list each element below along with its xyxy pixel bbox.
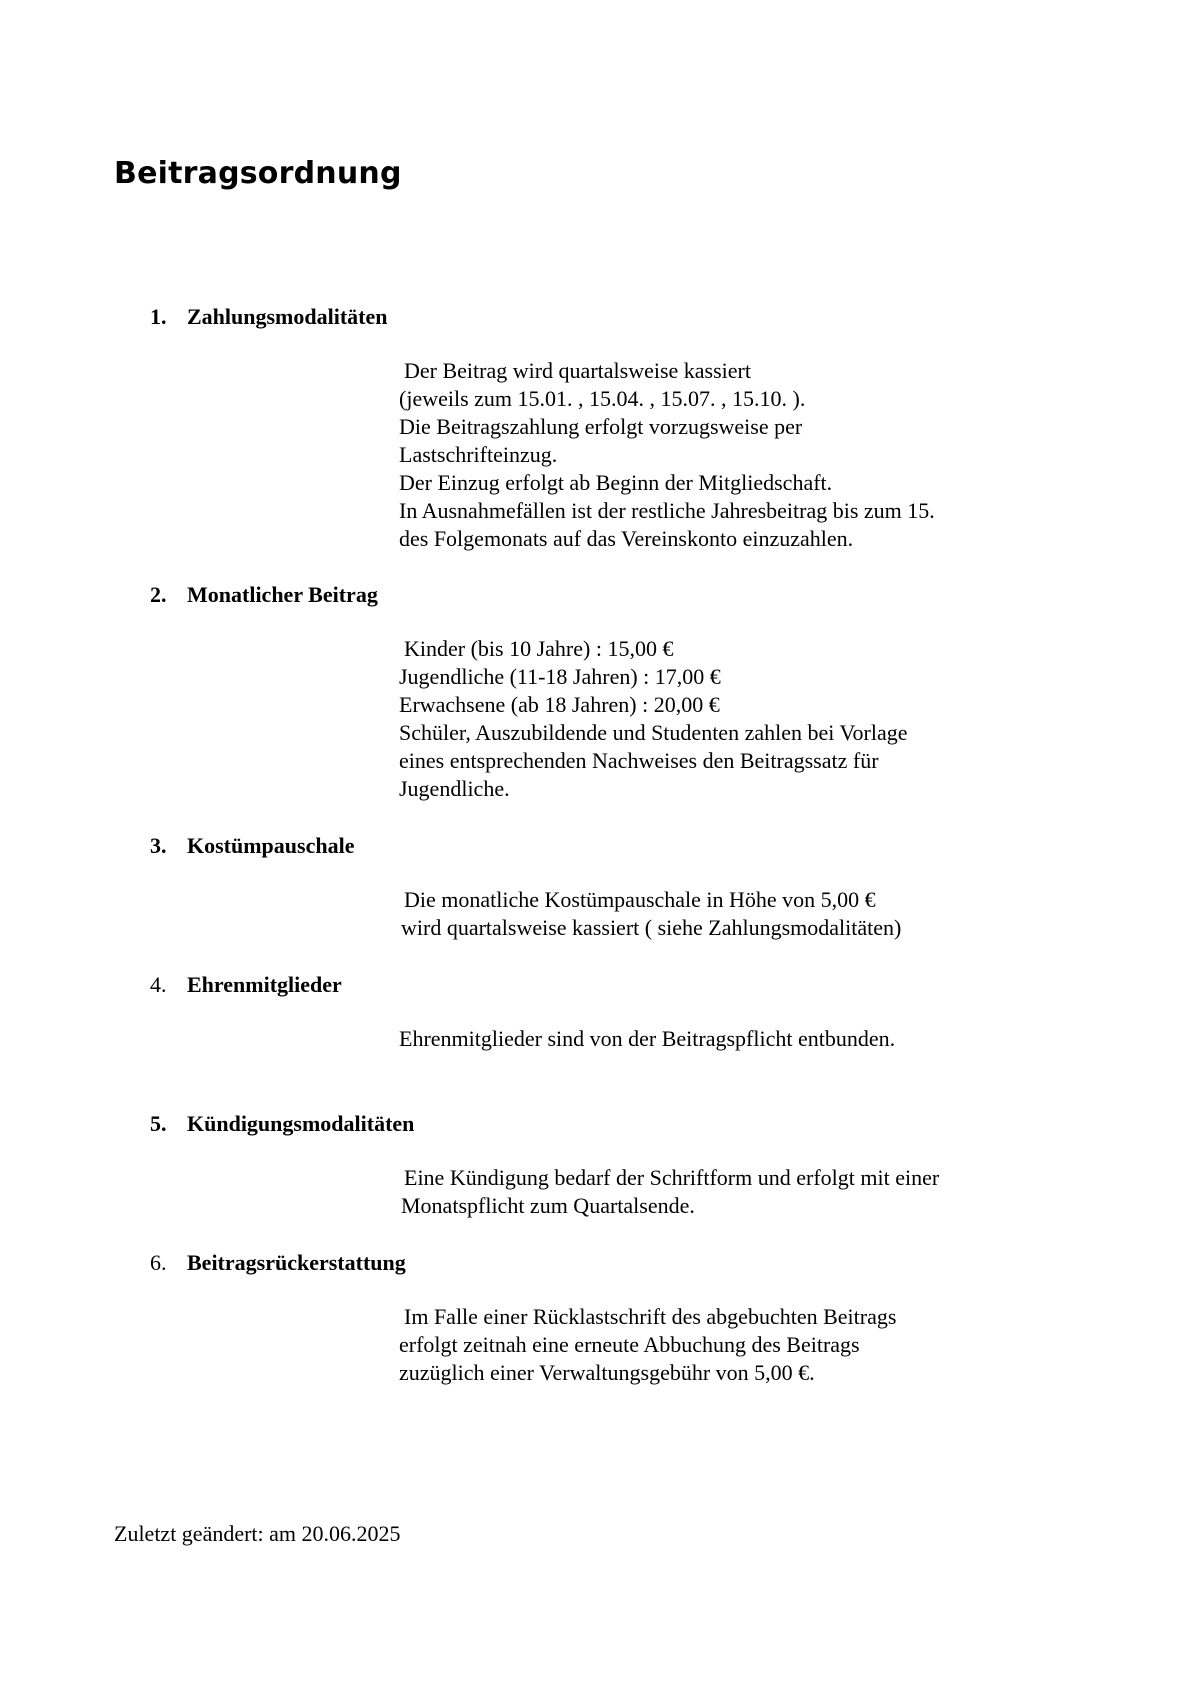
body-line: Schüler, Auszubildende und Studenten zahlen bei Vorlage: [399, 720, 908, 745]
section-body-zahlungsmodalitaeten: [399, 357, 935, 553]
section-body-monatlicher-beitrag: [399, 635, 907, 803]
body-line: Eine Kündigung bedarf der Schriftform und erfolgt mit einer: [404, 1165, 940, 1190]
section-number: 5.: [150, 1111, 167, 1136]
section-title: Zahlungsmodalitäten: [187, 304, 388, 329]
body-line: Erwachsene (ab 18 Jahren) : 20,00 €: [399, 692, 720, 717]
last-modified-note: Zuletzt geändert: am 20.06.2025: [114, 1521, 401, 1546]
body-line: Die Beitragszahlung erfolgt vorzugsweise per: [399, 414, 803, 439]
section-title: Ehrenmitglieder: [187, 972, 342, 997]
section-heading-kostuempauschale: [150, 833, 354, 859]
section-body-beitragsrueckerstattung: [399, 1303, 896, 1387]
body-line: Im Falle einer Rücklastschrift des abgebuchten Beitrags: [404, 1304, 897, 1329]
section-body-ehrenmitglieder: [399, 1025, 895, 1053]
body-line: erfolgt zeitnah eine erneute Abbuchung des Beitrags: [399, 1332, 860, 1357]
section-body-kostuempauschale: [399, 886, 901, 942]
section-heading-kuendigungsmodalitaeten: [150, 1111, 414, 1137]
section-title: Beitragsrückerstattung: [187, 1250, 406, 1275]
body-line: Lastschrifteinzug.: [399, 442, 558, 467]
body-line: wird quartalsweise kassiert ( siehe Zahlungsmodalitäten): [401, 915, 902, 940]
page-title: Beitragsordnung: [114, 156, 402, 191]
section-number: 1.: [150, 304, 167, 329]
section-title: Monatlicher Beitrag: [187, 582, 378, 607]
section-number: 2.: [150, 582, 167, 607]
section-number: 4.: [150, 972, 167, 997]
body-line: Der Einzug erfolgt ab Beginn der Mitgliedschaft.: [399, 470, 833, 495]
body-line: Jugendliche (11-18 Jahren) : 17,00 €: [399, 664, 721, 689]
section-number: 6.: [150, 1250, 167, 1275]
body-line: Der Beitrag wird quartalsweise kassiert: [404, 358, 751, 383]
section-heading-zahlungsmodalitaeten: [150, 304, 388, 330]
body-line: In Ausnahmefällen ist der restliche Jahresbeitrag bis zum 15.: [399, 498, 935, 523]
body-line: Kinder (bis 10 Jahre) : 15,00 €: [404, 636, 674, 661]
body-line: Monatspflicht zum Quartalsende.: [401, 1193, 695, 1218]
body-line: Ehrenmitglieder sind von der Beitragspflicht entbunden.: [399, 1026, 896, 1051]
section-heading-beitragsrueckerstattung: [150, 1250, 406, 1276]
section-title: Kostümpauschale: [187, 833, 355, 858]
section-number: 3.: [150, 833, 167, 858]
body-line: eines entsprechenden Nachweises den Beitragssatz für: [399, 748, 879, 773]
body-line: Die monatliche Kostümpauschale in Höhe von 5,00 €: [404, 887, 876, 912]
section-heading-monatlicher-beitrag: [150, 582, 378, 608]
section-title: Kündigungsmodalitäten: [187, 1111, 415, 1136]
section-body-kuendigungsmodalitaeten: [399, 1164, 939, 1220]
section-heading-ehrenmitglieder: [150, 972, 342, 998]
body-line: zuzüglich einer Verwaltungsgebühr von 5,00 €.: [399, 1360, 815, 1385]
body-line: des Folgemonats auf das Vereinskonto einzuzahlen.: [399, 526, 854, 551]
body-line: Jugendliche.: [399, 776, 510, 801]
body-line: (jeweils zum 15.01. , 15.04. , 15.07. , 15.10. ).: [399, 386, 806, 411]
